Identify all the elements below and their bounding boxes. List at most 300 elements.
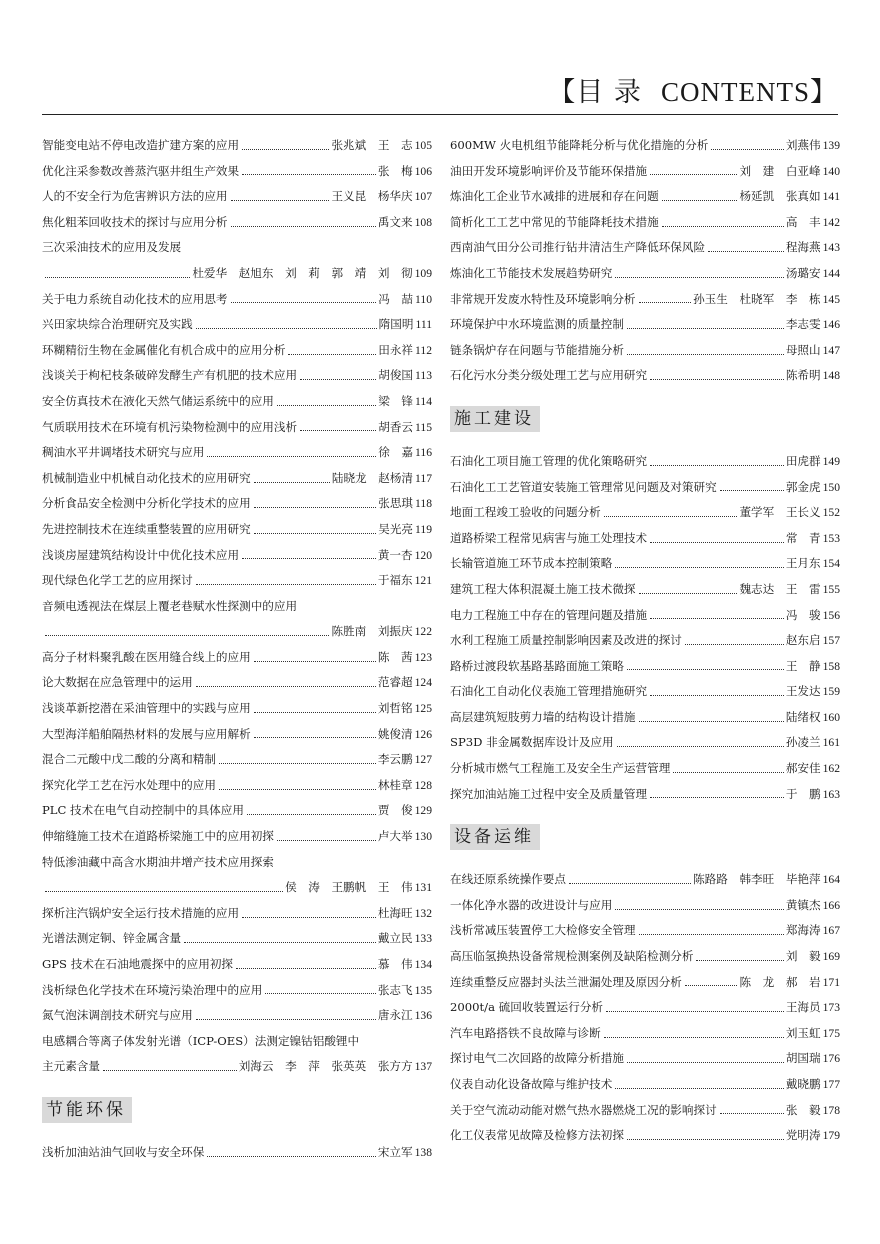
entry-row (450, 210, 840, 236)
leader-dots (254, 481, 330, 483)
entry-authors: 程海燕 (785, 240, 821, 255)
entry-row (42, 568, 432, 594)
header-title-cn: 目 录 (576, 77, 642, 108)
entry-title: 人的不安全行为危害辨识方法的应用 (42, 189, 228, 204)
entry-title: 浅谈革新挖潜在采油管理中的实践与应用 (42, 701, 251, 716)
leader-dots (650, 378, 784, 380)
entry-authors: 王义昆 杨华庆 (331, 189, 413, 204)
entry-row (450, 551, 840, 577)
toc-entry (42, 645, 432, 671)
entry-title: 氮气泡沫调剖技术研究与应用 (42, 1008, 193, 1023)
entry-title: SP3D 非金属数据库设计及应用 (450, 735, 614, 750)
leader-dots (207, 455, 376, 457)
toc-entry (42, 287, 432, 313)
entry-row (42, 670, 432, 696)
entry-authors: 田虎群 (785, 453, 821, 468)
toc-entry (42, 1140, 432, 1166)
entry-row (42, 312, 432, 338)
entry-page: 112 (415, 343, 432, 357)
leader-dots (277, 839, 376, 841)
entry-page: 123 (414, 650, 432, 664)
entry-page: 175 (822, 1026, 840, 1040)
toc-entry (450, 210, 840, 236)
toc-entry (42, 1029, 432, 1080)
entry-row (450, 500, 840, 526)
toc-entry (450, 1021, 840, 1047)
entry-page: 132 (414, 906, 432, 920)
entry-title: 石化污水分类分级处理工艺与应用研究 (450, 368, 648, 383)
entry-title: GPS 技术在石油地震探中的应用初探 (42, 957, 234, 971)
toc-entry (42, 466, 432, 492)
entry-page: 106 (414, 164, 432, 178)
entry-row (450, 184, 840, 210)
entry-title: 分析城市燃气工程施工及安全生产运营管理 (450, 761, 671, 776)
entry-page: 169 (822, 950, 840, 964)
entry-page: 161 (822, 736, 840, 750)
leader-dots (231, 199, 330, 201)
entry-page: 152 (822, 506, 840, 520)
toc-entry (450, 363, 840, 389)
entry-row (42, 415, 432, 441)
entry-row (450, 1098, 840, 1124)
entry-authors: 黄镇杰 (785, 897, 821, 912)
leader-dots (242, 173, 376, 175)
entry-row (450, 287, 840, 313)
entry-row (42, 773, 432, 799)
entry-row (450, 449, 840, 475)
entry-row (450, 526, 840, 552)
entry-title: 智能变电站不停电改造扩建方案的应用 (42, 138, 240, 152)
toc-entry (450, 867, 840, 893)
entry-row (450, 893, 840, 919)
entry-row (42, 619, 432, 645)
entry-authors: 杜海旺 (377, 905, 413, 920)
entry-row (42, 798, 432, 824)
entry-authors: 郑海涛 (785, 923, 821, 938)
toc-entry (42, 670, 432, 696)
header-bracket-close: 】 (810, 77, 838, 108)
entry-title: 一体化净水器的改进设计与应用 (450, 897, 613, 912)
entry-authors: 于福东 (377, 573, 413, 588)
leader-dots (685, 984, 738, 986)
entry-title: 大型海洋船舶隔热材料的发展与应用解析 (42, 726, 251, 741)
leader-dots (103, 1069, 237, 1071)
entry-title-cont: 主元素含量 (42, 1059, 100, 1074)
entry-row (42, 491, 432, 517)
entry-row (42, 184, 432, 210)
toc-entry (42, 363, 432, 389)
toc-entry (450, 628, 840, 654)
entry-row (450, 312, 840, 338)
entry-page: 142 (822, 215, 840, 229)
entry-row (450, 363, 840, 389)
entry-row (42, 824, 432, 850)
entry-row (42, 978, 432, 1004)
entry-row (450, 995, 840, 1021)
entry-authors: 张 梅 (377, 163, 413, 178)
section-title: 施工建设 (450, 406, 540, 432)
toc-entry (450, 500, 840, 526)
entry-page: 138 (414, 1145, 432, 1159)
entry-page: 126 (414, 727, 432, 741)
toc-entry (42, 696, 432, 722)
toc-entry (42, 389, 432, 415)
leader-dots (247, 813, 376, 815)
toc-column-right (450, 133, 840, 1149)
entry-authors: 王海员 (785, 1000, 821, 1015)
leader-dots (650, 541, 784, 543)
toc-entry (450, 756, 840, 782)
entry-authors: 张 毅 (785, 1102, 821, 1117)
entry-page: 176 (822, 1052, 840, 1066)
toc-entry (42, 1003, 432, 1029)
entry-authors: 王发达 (785, 684, 821, 699)
entry-title: 探讨电气二次回路的故障分析措施 (450, 1051, 624, 1066)
entry-row (42, 466, 432, 492)
entry-title: 600MW 火电机组节能降耗分析与优化措施的分析 (450, 138, 709, 152)
leader-dots (615, 1087, 783, 1089)
toc-entry (450, 705, 840, 731)
toc-entry (42, 440, 432, 466)
entry-page: 111 (415, 318, 432, 332)
leader-dots (254, 506, 377, 508)
leader-dots (650, 617, 784, 619)
toc-entry (450, 159, 840, 185)
entry-title: 先进控制技术在连续重整装置的应用研究 (42, 521, 251, 536)
entry-row (42, 1054, 432, 1080)
leader-dots (615, 566, 783, 568)
toc-entry (450, 338, 840, 364)
entry-page: 108 (414, 215, 432, 229)
entry-authors: 李志雯 (785, 317, 821, 332)
entry-row (42, 722, 432, 748)
entry-authors: 刘海云 李 萍 张英英 张方方 (238, 1059, 413, 1074)
toc-list-left-after (42, 1140, 432, 1166)
entry-title: 石油化工工艺管道安装施工管理常见问题及对策研究 (450, 479, 717, 494)
entry-row (450, 1046, 840, 1072)
entry-page: 177 (822, 1078, 840, 1091)
entry-title: 焦化粗苯回收技术的探讨与应用分析 (42, 214, 228, 229)
entry-row (42, 338, 432, 364)
entry-row (450, 159, 840, 185)
entry-title: 浅析常减压装置停工大检修安全管理 (450, 923, 636, 938)
entry-authors: 陈希明 (785, 368, 821, 383)
leader-dots (242, 148, 329, 150)
entry-title: 石油化工项目施工管理的优化策略研究 (450, 453, 648, 468)
entry-authors: 陆晓龙 赵杨清 (331, 470, 414, 485)
entry-authors: 胡俊国 (378, 368, 414, 383)
entry-authors: 孙玉生 杜晓军 李 栋 (693, 291, 821, 306)
toc-entry (42, 978, 432, 1004)
toc-entry (450, 995, 840, 1021)
entry-page: 178 (822, 1103, 840, 1117)
toc-entry (42, 210, 432, 236)
entry-authors: 张志飞 (377, 982, 413, 997)
leader-dots (627, 1061, 784, 1063)
entry-authors: 黄一杏 (377, 547, 413, 562)
entry-page: 128 (414, 778, 432, 792)
toc-entry (42, 415, 432, 441)
entry-title: 探究化学工艺在污水处理中的应用 (42, 777, 216, 792)
entry-row (450, 628, 840, 654)
leader-dots (720, 489, 784, 491)
entry-title: 探析注汽锅炉安全运行技术措施的应用 (42, 905, 240, 920)
entry-title: 关于空气流动动能对燃气热水器燃烧工况的影响探讨 (450, 1102, 717, 1117)
leader-dots (662, 225, 784, 227)
toc-entry (42, 798, 432, 824)
entry-title: 气质联用技术在环境有机污染物检测中的应用浅析 (42, 419, 298, 434)
entry-page: 157 (822, 634, 840, 648)
header-divider (42, 114, 838, 115)
entry-page: 154 (822, 557, 840, 571)
entry-row (42, 389, 432, 415)
leader-dots (196, 685, 376, 687)
leader-dots (45, 276, 190, 278)
entry-row (42, 210, 432, 236)
entry-row (450, 475, 840, 501)
leader-dots (604, 515, 738, 517)
leader-dots (196, 1018, 376, 1020)
entry-page: 133 (414, 932, 432, 946)
toc-entry (42, 952, 432, 978)
entry-title: 关于电力系统自动化技术的应用思考 (42, 291, 228, 306)
entry-row (42, 261, 432, 287)
entry-title: 炼油化工节能技术发展趋势研究 (450, 265, 613, 280)
toc-entry (450, 312, 840, 338)
section-energy-env (42, 1080, 432, 1140)
entry-title: 光谱法测定铜、锌金属含量 (42, 931, 182, 946)
toc-entry (450, 449, 840, 475)
entry-title: 非常规开发废水特性及环境影响分析 (450, 291, 636, 306)
toc-entry (42, 159, 432, 185)
entry-page: 116 (415, 446, 432, 460)
entry-authors: 唐永江 (377, 1008, 413, 1023)
entry-authors: 陈 茜 (377, 649, 413, 664)
entry-title: 三次采油技术的应用及发展 (42, 240, 182, 255)
entry-title: 浅析绿色化学技术在环境污染治理中的应用 (42, 982, 263, 997)
entry-authors: 魏志达 王 雷 (739, 581, 821, 596)
header-title-en: CONTENTS (661, 77, 810, 107)
entry-page: 131 (414, 881, 432, 895)
leader-dots (254, 532, 377, 534)
leader-dots (231, 225, 376, 227)
entry-authors: 郭金虎 (785, 479, 821, 494)
leader-dots (639, 933, 784, 935)
entry-title: 油田开发环境影响评价及节能环保措施 (450, 163, 648, 178)
section-equipment (450, 807, 840, 867)
entry-row (42, 645, 432, 671)
toc-entry (450, 1072, 840, 1098)
entry-page: 167 (822, 924, 840, 938)
toc-entry (450, 1046, 840, 1072)
entry-title: 建筑工程大体积混凝土施工技术微探 (450, 581, 636, 596)
entry-authors: 赵东启 (785, 633, 821, 648)
entry-page: 158 (822, 659, 840, 673)
toc-entry (42, 747, 432, 773)
entry-title: 伸缩缝施工技术在道路桥梁施工中的应用初探 (42, 829, 274, 844)
entry-row (450, 1123, 840, 1149)
entry-row (42, 133, 432, 159)
entry-authors: 戴晓鹏 (785, 1077, 821, 1091)
toc-entry (42, 850, 432, 901)
entry-row (450, 867, 840, 893)
entry-page: 121 (414, 574, 432, 588)
toc-entry (42, 338, 432, 364)
leader-dots (604, 1036, 784, 1038)
entry-row (42, 543, 432, 569)
entry-page: 147 (822, 343, 840, 357)
entry-authors: 徐 嘉 (378, 445, 414, 460)
entry-page: 114 (415, 394, 432, 408)
entry-row (450, 705, 840, 731)
leader-dots (242, 916, 376, 918)
leader-dots (207, 1155, 375, 1157)
toc-entry (450, 782, 840, 808)
entry-authors: 姚俊清 (377, 726, 413, 741)
entry-authors: 母照山 (785, 342, 821, 357)
entry-page: 159 (822, 685, 840, 699)
section-title: 设备运维 (450, 824, 540, 850)
entry-page: 146 (822, 318, 840, 332)
entry-authors: 王 静 (785, 658, 821, 673)
entry-row (450, 756, 840, 782)
entry-row (450, 782, 840, 808)
entry-row (450, 577, 840, 603)
toc-entry (42, 722, 432, 748)
leader-dots (711, 148, 784, 150)
toc-entry (450, 261, 840, 287)
entry-row (42, 875, 432, 901)
toc-entry (42, 235, 432, 286)
entry-authors: 董学军 王长义 (739, 505, 821, 520)
entry-authors: 侯 涛 王鹏帆 王 伟 (285, 880, 413, 895)
entry-page: 160 (822, 710, 840, 724)
toc-entry (42, 133, 432, 159)
entry-page: 139 (822, 139, 840, 152)
entry-page: 137 (414, 1060, 432, 1074)
leader-dots (288, 353, 376, 355)
entry-authors: 田永祥 (378, 342, 414, 357)
leader-dots (242, 557, 376, 559)
entry-page: 122 (414, 625, 432, 639)
entry-authors: 张兆斌 王 志 (331, 138, 413, 152)
toc-entry (42, 568, 432, 594)
entry-title: 机械制造业中机械自动化技术的应用研究 (42, 470, 251, 485)
entry-authors: 郝安佳 (785, 761, 821, 776)
entry-authors: 贾 俊 (377, 803, 413, 818)
leader-dots (277, 404, 376, 406)
leader-dots (650, 464, 784, 466)
entry-page: 140 (822, 164, 840, 178)
entry-row (450, 133, 840, 159)
leader-dots (639, 301, 692, 303)
entry-title: 炼油化工企业节水减排的进展和存在问题 (450, 189, 659, 204)
entry-title: 高层建筑短肢剪力墙的结构设计措施 (450, 709, 636, 724)
entry-title: 现代绿色化学工艺的应用探讨 (42, 573, 193, 588)
entry-title: 西南油气田分公司推行钻井清洁生产降低环保风险 (450, 240, 706, 255)
leader-dots (615, 908, 783, 910)
toc-entry (450, 918, 840, 944)
entry-title: 浅析加油站油气回收与安全环保 (42, 1144, 205, 1159)
entry-page: 115 (415, 420, 432, 434)
toc-entry (450, 679, 840, 705)
entry-page: 109 (414, 266, 432, 280)
entry-row (42, 901, 432, 927)
entry-authors: 王月东 (785, 556, 821, 571)
toc-list-left (42, 133, 432, 1080)
leader-dots (627, 668, 784, 670)
entry-authors: 张思琪 (378, 496, 414, 511)
entry-authors: 杜爱华 赵旭东 刘 莉 郭 靖 刘 彻 (192, 265, 413, 280)
entry-page: 107 (414, 190, 432, 204)
toc-entry (450, 944, 840, 970)
entry-row (450, 261, 840, 287)
toc-entry (450, 475, 840, 501)
entry-page: 163 (822, 787, 840, 801)
entry-row (450, 679, 840, 705)
entry-title: 链条锅炉存在问题与节能措施分析 (450, 342, 624, 357)
entry-authors: 杨延凯 张真如 (739, 189, 821, 204)
leader-dots (673, 771, 784, 773)
entry-row (450, 730, 840, 756)
entry-title: 探究加油站施工过程中安全及质量管理 (450, 786, 648, 801)
toc-entry (450, 235, 840, 261)
entry-row (42, 287, 432, 313)
entry-row (450, 1072, 840, 1098)
entry-page: 171 (822, 975, 840, 989)
toc-entry (450, 577, 840, 603)
leader-dots (219, 762, 376, 764)
entry-row (450, 1021, 840, 1047)
entry-authors: 胡香云 (378, 419, 414, 434)
entry-title: 路桥过渡段软基路基路面施工策略 (450, 658, 624, 673)
entry-row (450, 944, 840, 970)
entry-title: 浅谈房屋建筑结构设计中优化技术应用 (42, 547, 240, 562)
entry-page: 120 (414, 548, 432, 562)
toc-entry (42, 184, 432, 210)
leader-dots (650, 796, 784, 798)
entry-title: 简析化工工艺中常见的节能降耗技术措施 (450, 214, 659, 229)
entry-authors: 于 鹏 (785, 786, 821, 801)
entry-title: 安全仿真技术在液化天然气储运系统中的应用 (42, 393, 274, 408)
entry-authors: 陈 龙 郝 岩 (739, 974, 821, 989)
leader-dots (231, 301, 377, 303)
leader-dots (685, 643, 784, 645)
leader-dots (254, 660, 376, 662)
entry-authors: 梁 锋 (378, 393, 414, 408)
leader-dots (662, 199, 738, 201)
toc-entry (42, 773, 432, 799)
section-construction (450, 389, 840, 449)
entry-authors: 孙凌兰 (785, 735, 821, 750)
leader-dots (627, 327, 784, 329)
toc-entry (42, 491, 432, 517)
toc-entry (450, 551, 840, 577)
entry-page: 134 (414, 958, 432, 971)
entry-page: 127 (414, 753, 432, 767)
leader-dots (569, 882, 691, 884)
entry-title: 高压临氢换热设备常规检测案例及缺陷检测分析 (450, 949, 694, 964)
leader-dots (45, 634, 329, 636)
toc-entry (450, 1098, 840, 1124)
entry-title: 2000t/a 硫回收装置运行分析 (450, 1000, 604, 1015)
entry-row (450, 970, 840, 996)
leader-dots (184, 941, 376, 943)
toc-entry (450, 1123, 840, 1149)
toc-entry (450, 654, 840, 680)
leader-dots (720, 1112, 784, 1114)
entry-title: 音频电透视法在煤层上覆老巷赋水性探测中的应用 (42, 598, 298, 613)
